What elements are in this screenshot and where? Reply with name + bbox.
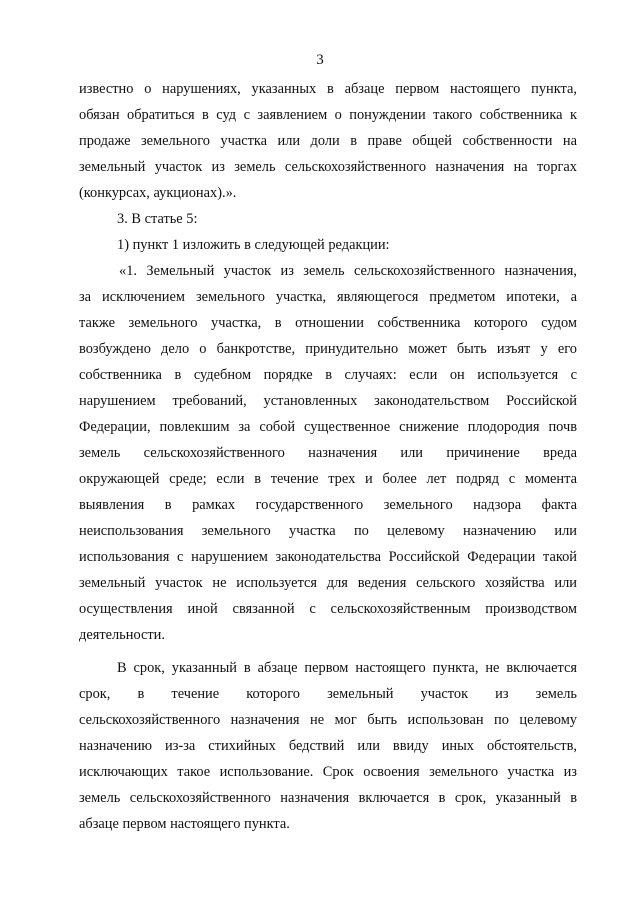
subsection-heading: 1) пункт 1 изложить в следующей редакции:	[117, 237, 390, 253]
text-line: собственника в судебном порядке в случаях: если он используется с	[79, 367, 577, 383]
text-line: за исключением земельного участка, являющегося предметом ипотеки, а	[79, 289, 577, 305]
text-line: обязан обратиться в суд с заявлением о понуждении такого собственника к	[79, 107, 577, 123]
text-line: В срок, указанный в абзаце первом настоящего пункта, не включается	[117, 660, 577, 676]
text-line: нарушением требований, установленных законодательством Российской	[79, 393, 577, 409]
text-line: использования с нарушением законодательства Российской Федерации такой	[79, 549, 577, 565]
text-line: абзаце первом настоящего пункта.	[79, 816, 290, 832]
text-line: исключающих такое использование. Срок освоения земельного участка из	[79, 764, 577, 780]
text-line: срок, в течение которого земельный участок из земель	[79, 686, 577, 702]
text-line: земель сельскохозяйственного назначения или причинение вреда	[79, 445, 577, 461]
text-line: выявления в рамках государственного земельного надзора факта	[79, 497, 577, 513]
text-block-1	[79, 76, 577, 648]
text-line: земельный участок не используется для ведения сельского хозяйства или	[79, 575, 577, 591]
text-line: назначению из-за стихийных бедствий или ввиду иных обстоятельств,	[79, 738, 577, 754]
section-heading: 3. В статье 5:	[117, 211, 198, 227]
text-line: сельскохозяйственного назначения не мог быть использован по целевому	[79, 712, 577, 728]
text-block-2	[79, 655, 577, 837]
text-line: также земельного участка, в отношении собственника которого судом	[79, 315, 577, 331]
text-line: окружающей среде; если в течение трех и более лет подряд с момента	[79, 471, 577, 487]
text-line: возбуждено дело о банкротстве, принудительно может быть изъят у его	[79, 341, 577, 357]
text-line: (конкурсах, аукционах).».	[79, 185, 237, 201]
text-line: продаже земельного участка или доли в праве общей собственности на	[79, 133, 577, 149]
text-line: осуществления иной связанной с сельскохозяйственным производством	[79, 601, 577, 617]
text-line: неиспользования земельного участка по целевому назначению или	[79, 523, 577, 539]
text-line: Федерации, повлекшим за собой существенное снижение плодородия почв	[79, 419, 577, 435]
page-number: 3	[316, 52, 324, 68]
text-line: деятельности.	[79, 627, 165, 643]
text-line: земельный участок из земель сельскохозяйственного назначения на торгах	[79, 159, 577, 175]
text-line: известно о нарушениях, указанных в абзаце первом настоящего пункта,	[79, 81, 577, 97]
text-line: «1. Земельный участок из земель сельскохозяйственного назначения,	[119, 263, 577, 279]
text-line: земель сельскохозяйственного назначения включается в срок, указанный в	[79, 790, 577, 806]
